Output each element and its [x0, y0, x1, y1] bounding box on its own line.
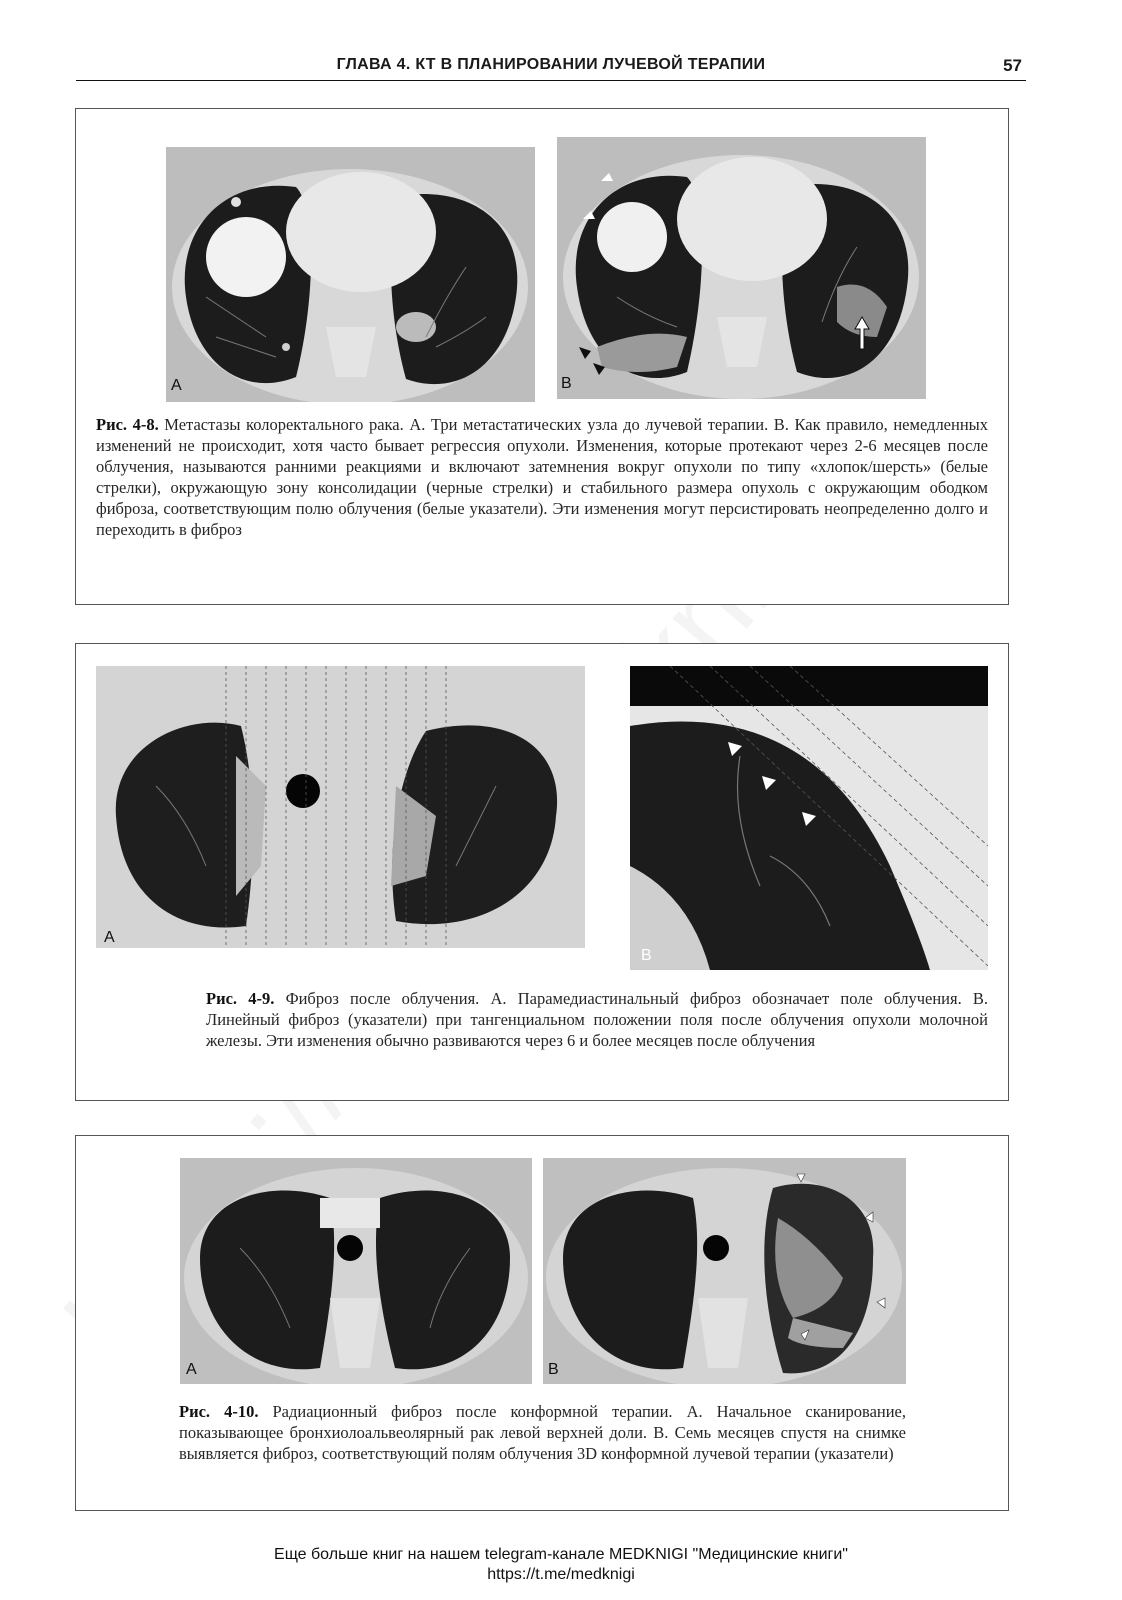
ct-image-4-8a — [166, 147, 535, 402]
figure-caption-4-10 — [179, 1401, 906, 1464]
panel-label-a: A — [171, 377, 182, 394]
panel-label-a: A — [186, 1361, 197, 1378]
figure-4-8 — [75, 108, 1009, 605]
footer — [0, 1545, 1122, 1585]
figure-4-10 — [75, 1135, 1009, 1511]
ct-image-4-10a — [180, 1158, 532, 1384]
caption-text: Фиброз после облучения. А. Парамедиастинальный фиброз обозначает поле облучения. В. Линейный фиброз (указатели) при тангенциальном положении поля после облучения опухоли молочной железы. Эти изменения обычно развиваются через 6 и более месяцев после облучения — [206, 989, 989, 1050]
page-number: 57 — [1003, 56, 1022, 75]
footer-link[interactable]: https://t.me/medknigi — [487, 1566, 635, 1583]
footer-promo-text: Еще больше книг на нашем telegram-канале MEDKNIGI "Медицинские книги" — [274, 1546, 848, 1563]
panel-label-a: A — [104, 929, 115, 946]
running-header — [76, 56, 1026, 81]
ct-image-4-8b — [557, 137, 926, 399]
ct-image-4-9a — [96, 666, 585, 948]
panel-label-b: B — [641, 947, 652, 964]
panel-label-b: B — [548, 1361, 559, 1378]
figure-4-9 — [75, 643, 1009, 1101]
figure-caption-4-9 — [206, 988, 988, 1051]
caption-text: Радиационный фиброз после конформной терапии. А. Начальное сканирование, показывающее бронхиолоальвеолярный рак левой верхней доли. В. Семь месяцев спустя на снимке выявляется фиброз, соответствующий полям облучения 3D конформной лучевой терапии (указатели) — [179, 1402, 907, 1463]
caption-label: Рис. 4-9. — [206, 989, 275, 1008]
chapter-title: ГЛАВА 4. КТ В ПЛАНИРОВАНИИ ЛУЧЕВОЙ ТЕРАПИИ — [336, 56, 766, 73]
ct-image-4-9b — [630, 666, 988, 970]
caption-label: Рис. 4-8. — [96, 415, 159, 434]
caption-label: Рис. 4-10. — [179, 1402, 259, 1421]
caption-text: Метастазы колоректального рака. А. Три метастатических узла до лучевой терапии. В. Как правило, немедленных изменений не происходит, хотя часто бывает регрессия опухоли. Изменения, которые протекают через 2-6 месяцев после облучения, называются ранними реакциями и включают затемнения вокруг опухоли по типу «хлопок/шерсть» (белые стрелки), окружающую зону консолидации (черные стрелки) и стабильного размера опухоль с окружающим ободком фиброза, соответствующим полю облучения (белые указатели). Эти изменения могут персистировать неопределенно долго и переходить в фиброз — [96, 415, 989, 539]
ct-image-4-10b — [543, 1158, 906, 1384]
figure-caption-4-8 — [96, 414, 988, 540]
panel-label-b: B — [561, 375, 572, 392]
